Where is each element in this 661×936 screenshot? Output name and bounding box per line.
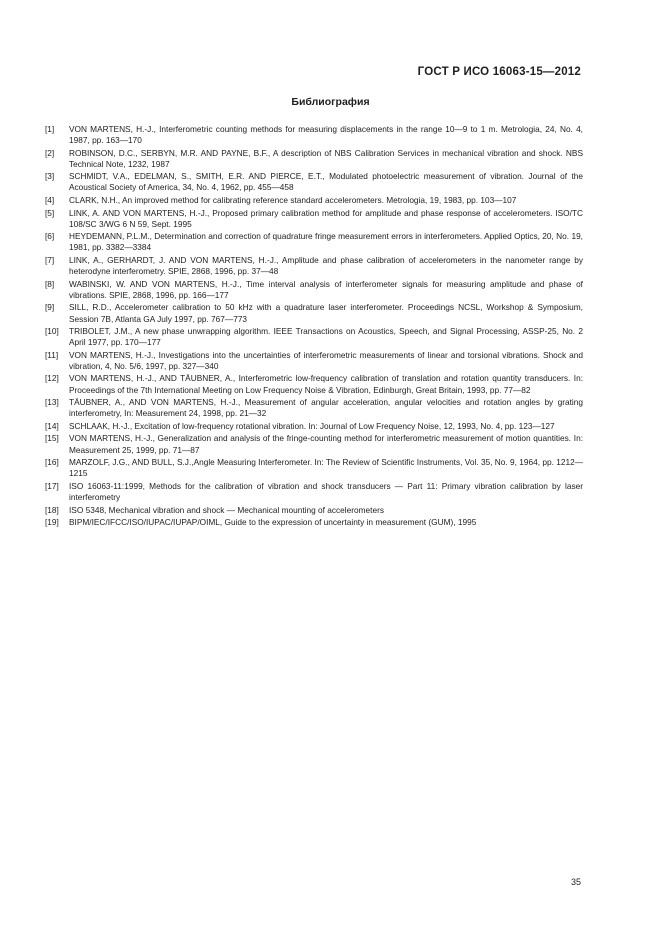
reference-item [45, 279, 583, 301]
reference-number: [18] [45, 504, 59, 515]
reference-item [45, 124, 583, 146]
reference-number: [15] [45, 433, 59, 444]
reference-item [45, 373, 583, 395]
reference-number: [19] [45, 517, 59, 528]
bibliography-title: Библиография [291, 96, 370, 108]
standard-code-header: ГОСТ Р ИСО 16063-15—2012 [417, 66, 581, 78]
page-number: 35 [570, 877, 581, 887]
reference-text: BIPM/IEC/IFCC/ISO/IUPAC/IUPAP/OIML, Guide to the expression of uncertainty in measurement (GUM), 1995 [69, 517, 477, 528]
reference-item [45, 457, 583, 479]
reference-number: [6] [45, 231, 55, 242]
reference-number: [3] [45, 171, 55, 182]
reference-text: ROBINSON, D.C., SERBYN, M.R. AND PAYNE, B.F., A description of NBS Calibration Services in mechanical vibration and shock. NBS Technical Note, 1232, 1987 [69, 147, 583, 169]
reference-text: WABINSKI, W. AND VON MARTENS, H.-J., Time interval analysis of interferometer signals for measuring amplitude and phase of vibrations. SPIE, 2868, 1996, pp. 166—177 [69, 278, 583, 300]
reference-text: LINK, A., GERHARDT, J. AND VON MARTENS, H.-J., Amplitude and phase calibration of accelerometers in the nanometer range by heterodyne interferometry. SPIE, 2868, 1996, pp. 37—48 [69, 255, 583, 277]
reference-text: SCHLAAK, H.-J., Excitation of low-frequency rotational vibration. In: Journal of Low Frequency Noise, 12, 1993, No. 4, pp. 123—127 [69, 420, 555, 431]
reference-item [45, 326, 583, 348]
reference-text: ISO 16063-11:1999, Methods for the calibration of vibration and shock transducers — Part 11: Primary vibration calibration by laser interferometry [69, 480, 583, 502]
reference-text: LINK, A. AND VON MARTENS, H.-J., Proposed primary calibration method for amplitude and phase response of accelerometers. ISO/TC 108/SC 3/WG 6 N 59, Sept. 1995 [69, 207, 583, 229]
reference-number: [5] [45, 207, 55, 218]
reference-number: [4] [45, 195, 55, 206]
reference-number: [13] [45, 397, 59, 408]
reference-list [45, 124, 583, 530]
reference-number: [11] [45, 349, 59, 360]
reference-text: HEYDEMANN, P.L.M., Determination and correction of quadrature fringe measurement errors in interferometers. Applied Optics, 20, No. 19, 1981, pp. 3382—3384 [69, 231, 583, 253]
reference-text: VON MARTENS, H.-J., AND TÄUBNER, A., Interferometric low-frequency calibration of translation and rotation quantity transducers. In: Proceedings of the 7th International Meeting on Low Frequency Noise & Vibration, Edinburgh, Great Britain, 1993, pp. 77—82 [69, 373, 583, 395]
reference-number: [9] [45, 302, 55, 313]
reference-number: [8] [45, 278, 55, 289]
reference-item [45, 302, 583, 324]
reference-item [45, 505, 583, 516]
reference-number: [2] [45, 147, 55, 158]
reference-number: [1] [45, 124, 55, 134]
reference-item [45, 481, 583, 503]
reference-number: [7] [45, 255, 55, 266]
reference-text: SILL, R.D., Accelerometer calibration to 50 kHz with a quadrature laser interferometer. Proceedings NCSL, Workshop & Symposium, Session 7B, Atlanta GA July 1997, pp. 767—773 [69, 302, 583, 324]
reference-text: VON MARTENS, H.-J., Generalization and analysis of the fringe-counting method for interferometric measurement of motion quantities. In: Measurement 25, 1999, pp. 71—87 [69, 433, 583, 455]
reference-item [45, 148, 583, 170]
reference-number: [16] [45, 457, 59, 468]
reference-text: CLARK, N.H., An improved method for calibrating reference standard accelerometers. Metrologia, 19, 1983, pp. 103—107 [69, 195, 517, 206]
reference-item [45, 255, 583, 277]
reference-item [45, 433, 583, 455]
reference-item [45, 517, 583, 528]
reference-item [45, 397, 583, 419]
reference-number: [17] [45, 480, 59, 491]
reference-text: ISO 5348, Mechanical vibration and shock — Mechanical mounting of accelerometers [69, 504, 384, 515]
reference-text: TRIBOLET, J.M., A new phase unwrapping algorithm. IEEE Transactions on Acoustics, Speech, and Signal Processing, ASSP-25, No. 2 April 1977, pp. 170—177 [69, 326, 583, 348]
reference-item [45, 171, 583, 193]
reference-item [45, 231, 583, 253]
reference-number: [10] [45, 326, 59, 337]
reference-text: MARZOLF, J.G., AND BULL, S.J.,Angle Measuring Interferometer. In: The Review of Scientific Instruments, Vol. 35, No. 9, 1964, pp. 1212—1215 [69, 457, 583, 479]
reference-text: VON MARTENS, H.-J., Interferometric counting methods for measuring displacements in the range 10—9 to 1 m. Metrologia, 24, No. 4, 1987, pp. 163—170 [69, 124, 583, 146]
reference-number: [14] [45, 420, 59, 431]
reference-text: VON MARTENS, H.-J., Investigations into the uncertainties of interferometric measurements of linear and torsional vibrations. Shock and vibration, 4, No. 5/6, 1997, pp. 327—340 [69, 349, 583, 371]
reference-item [45, 208, 583, 230]
reference-item [45, 195, 583, 206]
reference-item [45, 421, 583, 432]
reference-number: [12] [45, 373, 59, 384]
reference-item [45, 350, 583, 372]
reference-text: TÄUBNER, A., AND VON MARTENS, H.-J., Measurement of angular acceleration, angular velocities and rotation angles by grating interferometry, In: Measurement 24, 1998, pp. 21—32 [69, 397, 583, 419]
reference-text: SCHMIDT, V.A., EDELMAN, S., SMITH, E.R. AND PIERCE, E.T., Modulated photoelectric measurement of vibration. Journal of the Acoustical Society of America, 34, No. 4, 1962, pp. 455—458 [69, 171, 583, 193]
